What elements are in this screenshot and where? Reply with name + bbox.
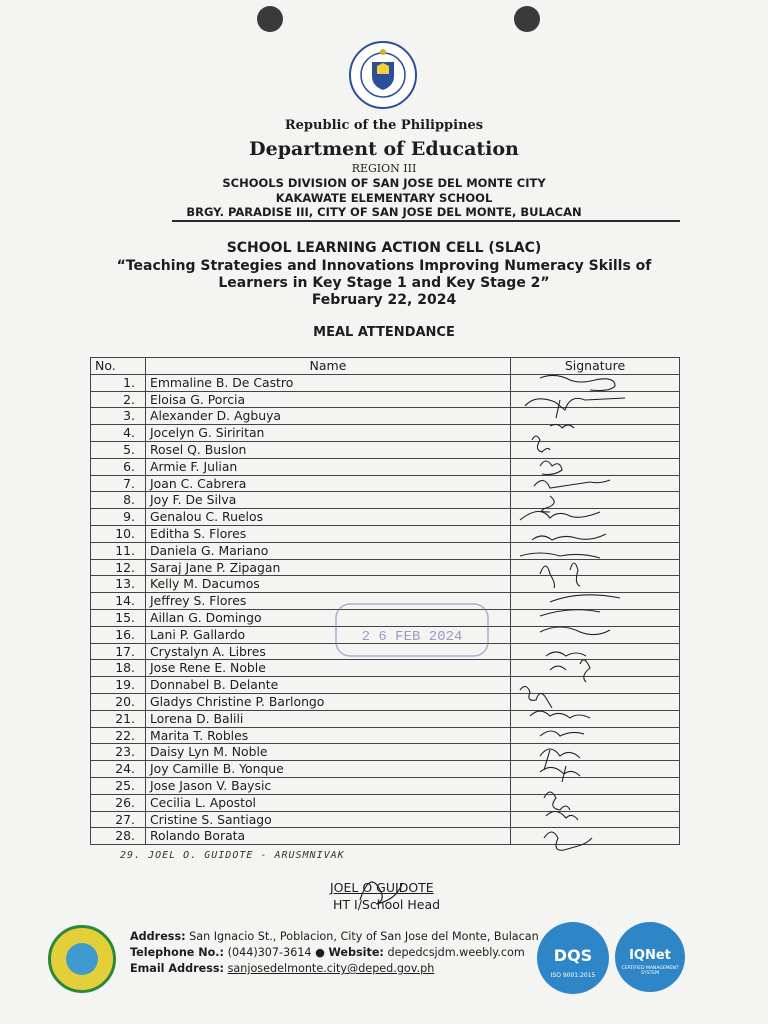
iqnet-label: IQNet bbox=[629, 948, 671, 963]
row-number: 7. bbox=[91, 475, 146, 492]
col-no-header: No. bbox=[91, 358, 146, 375]
row-number: 10. bbox=[91, 525, 146, 542]
section-title: MEAL ATTENDANCE bbox=[313, 325, 455, 340]
row-name: Lorena D. Balili bbox=[146, 710, 511, 727]
row-name: Kelly M. Dacumos bbox=[146, 576, 511, 593]
republic-line: Republic of the Philippines bbox=[284, 118, 484, 133]
row-name: Armie F. Julian bbox=[146, 458, 511, 475]
row-number: 15. bbox=[91, 609, 146, 626]
row-name: Emmaline B. De Castro bbox=[146, 374, 511, 391]
row-number: 6. bbox=[91, 458, 146, 475]
row-number: 8. bbox=[91, 492, 146, 509]
row-number: 28. bbox=[91, 828, 146, 845]
region-line: REGION III bbox=[351, 162, 417, 175]
stamp-date-text: 2 6 FEB 2024 bbox=[361, 629, 463, 645]
row-number: 25. bbox=[91, 777, 146, 794]
row-number: 2. bbox=[91, 391, 146, 408]
website-label: Website: bbox=[328, 946, 384, 959]
footer-email-line bbox=[130, 962, 434, 975]
signatory-name: JOEL O GUIDOTE bbox=[330, 880, 434, 895]
row-number: 23. bbox=[91, 744, 146, 761]
row-name: Daniela G. Mariano bbox=[146, 542, 511, 559]
row-name: Gladys Christine P. Barlongo bbox=[146, 693, 511, 710]
division-seal-icon bbox=[48, 925, 116, 993]
row-name: Jose Jason V. Baysic bbox=[146, 777, 511, 794]
slac-subtitle-1: “Teaching Strategies and Innovations Improving Numeracy Skills of bbox=[116, 258, 652, 274]
row-number: 14. bbox=[91, 593, 146, 610]
signatory-title: HT I/School Head bbox=[333, 897, 441, 912]
dqs-badge-icon bbox=[537, 922, 609, 994]
row-number: 16. bbox=[91, 626, 146, 643]
row-number: 19. bbox=[91, 677, 146, 694]
event-date: February 22, 2024 bbox=[311, 292, 457, 308]
bullet-icon: ● bbox=[315, 946, 325, 959]
school-line: KAKAWATE ELEMENTARY SCHOOL bbox=[275, 191, 493, 205]
row-number: 24. bbox=[91, 761, 146, 778]
slac-title: SCHOOL LEARNING ACTION CELL (SLAC) bbox=[226, 240, 542, 256]
row-number: 17. bbox=[91, 643, 146, 660]
row-number: 3. bbox=[91, 408, 146, 425]
address-line: BRGY. PARADISE III, CITY OF SAN JOSE DEL MONTE, BULACAN bbox=[186, 205, 582, 219]
received-date-stamp bbox=[330, 600, 495, 662]
iqnet-sub: CERTIFIED MANAGEMENT SYSTEM bbox=[621, 966, 679, 976]
row-number: 21. bbox=[91, 710, 146, 727]
address-label: Address: bbox=[130, 930, 186, 943]
row-number: 1. bbox=[91, 374, 146, 391]
row-name: Joan C. Cabrera bbox=[146, 475, 511, 492]
email-label: Email Address: bbox=[130, 962, 224, 975]
footer-address-line bbox=[130, 930, 539, 943]
row-name: Rosel Q. Buslon bbox=[146, 441, 511, 458]
row-name: Genalou C. Ruelos bbox=[146, 509, 511, 526]
row-number: 20. bbox=[91, 693, 146, 710]
row-name: Marita T. Robles bbox=[146, 727, 511, 744]
row-name: Cristine S. Santiago bbox=[146, 811, 511, 828]
row-number: 22. bbox=[91, 727, 146, 744]
row-number: 4. bbox=[91, 425, 146, 442]
row-name: Joy Camille B. Yonque bbox=[146, 761, 511, 778]
row-number: 18. bbox=[91, 660, 146, 677]
row-name: Jocelyn G. Siriritan bbox=[146, 425, 511, 442]
row-name: Aillan G. Domingo bbox=[146, 609, 511, 626]
row-name: Daisy Lyn M. Noble bbox=[146, 744, 511, 761]
row-name: Jeffrey S. Flores bbox=[146, 593, 511, 610]
row-name: Jose Rene E. Noble bbox=[146, 660, 511, 677]
col-name-header: Name bbox=[146, 358, 511, 375]
row-name: Eloisa G. Porcia bbox=[146, 391, 511, 408]
row-number: 11. bbox=[91, 542, 146, 559]
row-name: Cecilia L. Apostol bbox=[146, 794, 511, 811]
dqs-sub: ISO 9001:2015 bbox=[550, 972, 596, 979]
punch-hole-left bbox=[257, 6, 283, 32]
row-name: Donnabel B. Delante bbox=[146, 677, 511, 694]
signature-scribbles bbox=[510, 370, 640, 860]
address-value: San Ignacio St., Poblacion, City of San Jose del Monte, Bulacan bbox=[189, 930, 539, 943]
deped-seal-icon bbox=[348, 40, 418, 110]
slac-subtitle-2: Learners in Key Stage 1 and Key Stage 2” bbox=[218, 275, 550, 291]
row-name: Saraj Jane P. Zipagan bbox=[146, 559, 511, 576]
row-name: Crystalyn A. Libres bbox=[146, 643, 511, 660]
email-link[interactable]: sanjosedelmonte.city@deped.gov.ph bbox=[227, 962, 435, 975]
footer-phone-line bbox=[130, 946, 525, 959]
division-line: SCHOOLS DIVISION OF SAN JOSE DEL MONTE CITY bbox=[222, 176, 546, 190]
row-name: Joy F. De Silva bbox=[146, 492, 511, 509]
col-signature-header: Signature bbox=[511, 358, 680, 375]
row-number: 12. bbox=[91, 559, 146, 576]
iqnet-badge-icon bbox=[615, 922, 685, 992]
dqs-label: DQS bbox=[553, 946, 593, 965]
row-number: 5. bbox=[91, 441, 146, 458]
department-title: Department of Education bbox=[249, 138, 519, 160]
handwritten-entry-29: 29. JOEL O. GUIDOTE - ARUSMNIVAK bbox=[120, 850, 345, 861]
punch-hole-right bbox=[514, 6, 540, 32]
row-name: Rolando Borata bbox=[146, 828, 511, 845]
row-number: 26. bbox=[91, 794, 146, 811]
row-name: Lani P. Gallardo bbox=[146, 626, 511, 643]
row-number: 27. bbox=[91, 811, 146, 828]
phone-label: Telephone No.: bbox=[130, 946, 225, 959]
row-number: 13. bbox=[91, 576, 146, 593]
header-divider bbox=[172, 220, 680, 222]
row-name: Editha S. Flores bbox=[146, 525, 511, 542]
row-number: 9. bbox=[91, 509, 146, 526]
phone-value: (044)307-3614 bbox=[227, 946, 312, 959]
row-name: Alexander D. Agbuya bbox=[146, 408, 511, 425]
website-link[interactable]: depedcsjdm.weebly.com bbox=[387, 946, 525, 959]
